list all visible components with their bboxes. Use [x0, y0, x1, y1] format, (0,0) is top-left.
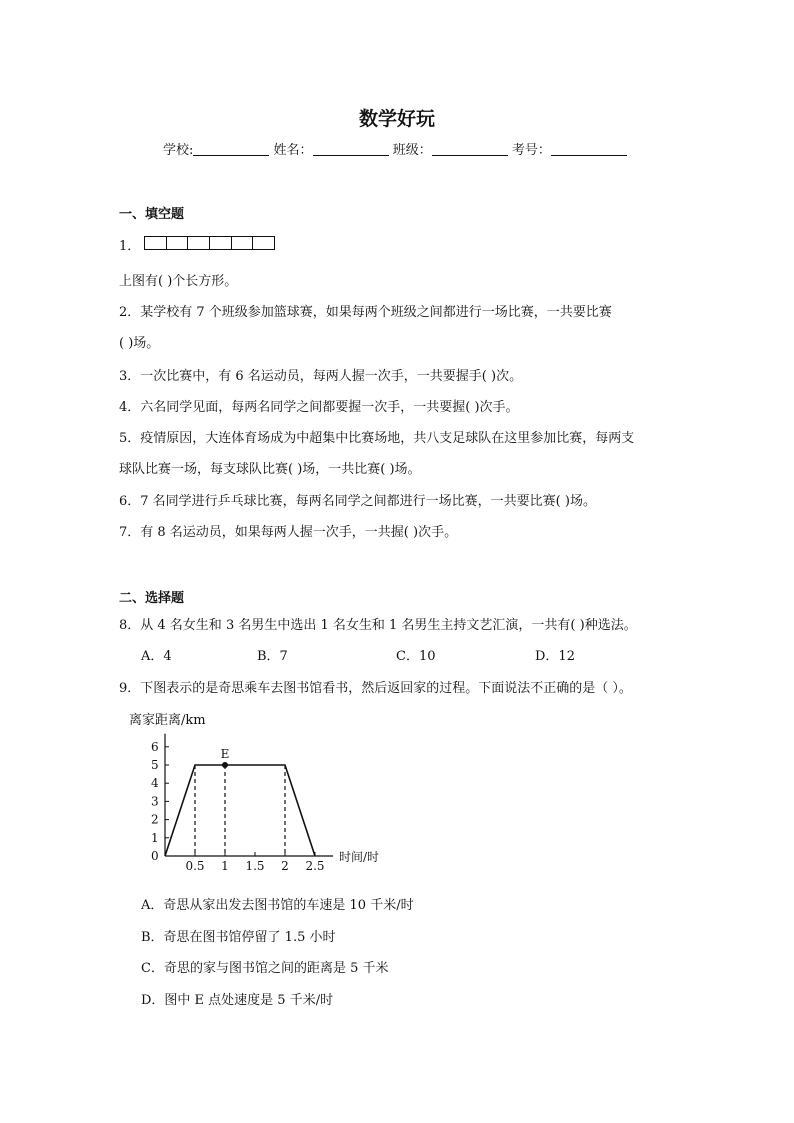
q8-option-b[interactable]: B．7 — [257, 649, 288, 664]
q8-option-c[interactable]: C．10 — [396, 649, 436, 664]
exam-number-label: 考号： — [511, 143, 551, 158]
question-3: 3．一次比赛中，有 6 名运动员，每两人握一次手，一共要握手( )次。 — [119, 369, 523, 384]
question-5-line-2: 球队比赛一场，每支球队比赛( )场，一共比赛( )场。 — [119, 462, 421, 477]
point-e-label: E — [220, 747, 230, 761]
strip-cell — [253, 237, 274, 249]
school-blank — [193, 142, 269, 156]
section-choice-heading: 二、选择题 — [119, 591, 185, 606]
y-tick-label: 6 — [151, 739, 159, 754]
question-4: 4．六名同学见面，每两名同学之间都要握一次手，一共要握( )次手。 — [119, 400, 519, 415]
student-info-row — [163, 139, 627, 158]
x-tick-label: 2 — [281, 859, 289, 870]
class-label: 班级： — [392, 143, 432, 158]
strip-cell — [232, 237, 254, 249]
x-tick-label: 1 — [221, 859, 229, 870]
y-axis-label: 离家距离/km — [129, 713, 206, 728]
question-9: 9．下图表示的是奇思乘车去图书馆看书，然后返回家的过程。下面说法不正确的是（ ）。 — [119, 681, 632, 696]
page-title: 数学好玩 — [358, 108, 435, 130]
question-8: 8．从 4 名女生和 3 名男生中选出 1 名女生和 1 名男生主持文艺汇演，一共有( )种选法。 — [119, 618, 637, 633]
question-2-line-2: ( )场。 — [119, 336, 160, 351]
school-label: 学校: — [163, 143, 194, 158]
x-tick-label: 1.5 — [245, 859, 265, 870]
rectangle-strip-figure — [144, 236, 275, 250]
point-e-marker — [222, 762, 228, 768]
strip-cell — [167, 237, 189, 249]
origin-label: 0 — [151, 849, 159, 863]
y-tick-label: 3 — [151, 794, 159, 809]
x-axis-label: 时间/时 — [339, 850, 380, 864]
q8-option-d[interactable]: D．12 — [535, 649, 575, 664]
q8-option-a[interactable]: A．4 — [141, 649, 172, 664]
question-7: 7．有 8 名运动员，如果每两人握一次手，一共握( )次手。 — [119, 525, 458, 540]
q9-option-a[interactable]: A．奇思从家出发去图书馆的车速是 10 千米/时 — [141, 898, 414, 913]
strip-cell — [145, 237, 167, 249]
y-tick-label: 4 — [151, 776, 159, 791]
x-tick-label: 0.5 — [185, 859, 205, 870]
question-2-line-1: 2．某学校有 7 个班级参加篮球赛，如果每两个班级之间都进行一场比赛，一共要比赛 — [119, 305, 612, 320]
distance-time-graph — [125, 708, 395, 870]
q9-option-b[interactable]: B．奇思在图书馆停留了 1.5 小时 — [141, 930, 336, 945]
y-tick-label: 2 — [151, 812, 159, 827]
q9-option-d[interactable]: D．图中 E 点处速度是 5 千米/时 — [141, 993, 334, 1008]
y-tick-label: 5 — [151, 758, 159, 772]
section-fill-blank-heading: 一、填空题 — [119, 207, 185, 222]
name-label: 姓名： — [273, 143, 313, 158]
x-tick-label: 2.5 — [305, 859, 325, 870]
strip-cell — [188, 237, 210, 249]
question-1-text: 上图有( )个长方形。 — [119, 274, 238, 289]
y-tick-label: 1 — [151, 830, 159, 845]
strip-cell — [210, 237, 232, 249]
question-5-line-1: 5．疫情原因，大连体育场成为中超集中比赛场地，共八支足球队在这里参加比赛，每两支 — [119, 431, 635, 446]
question-6: 6．7 名同学进行乒乓球比赛，每两名同学之间都进行一场比赛，一共要比赛( )场。 — [119, 494, 596, 509]
name-blank — [313, 142, 389, 156]
question-1-number: 1． — [119, 239, 141, 254]
q9-option-c[interactable]: C．奇思的家与图书馆之间的距离是 5 千米 — [141, 961, 389, 976]
class-blank — [432, 142, 508, 156]
distance-series-line — [165, 765, 315, 856]
exam-number-blank — [551, 142, 627, 156]
